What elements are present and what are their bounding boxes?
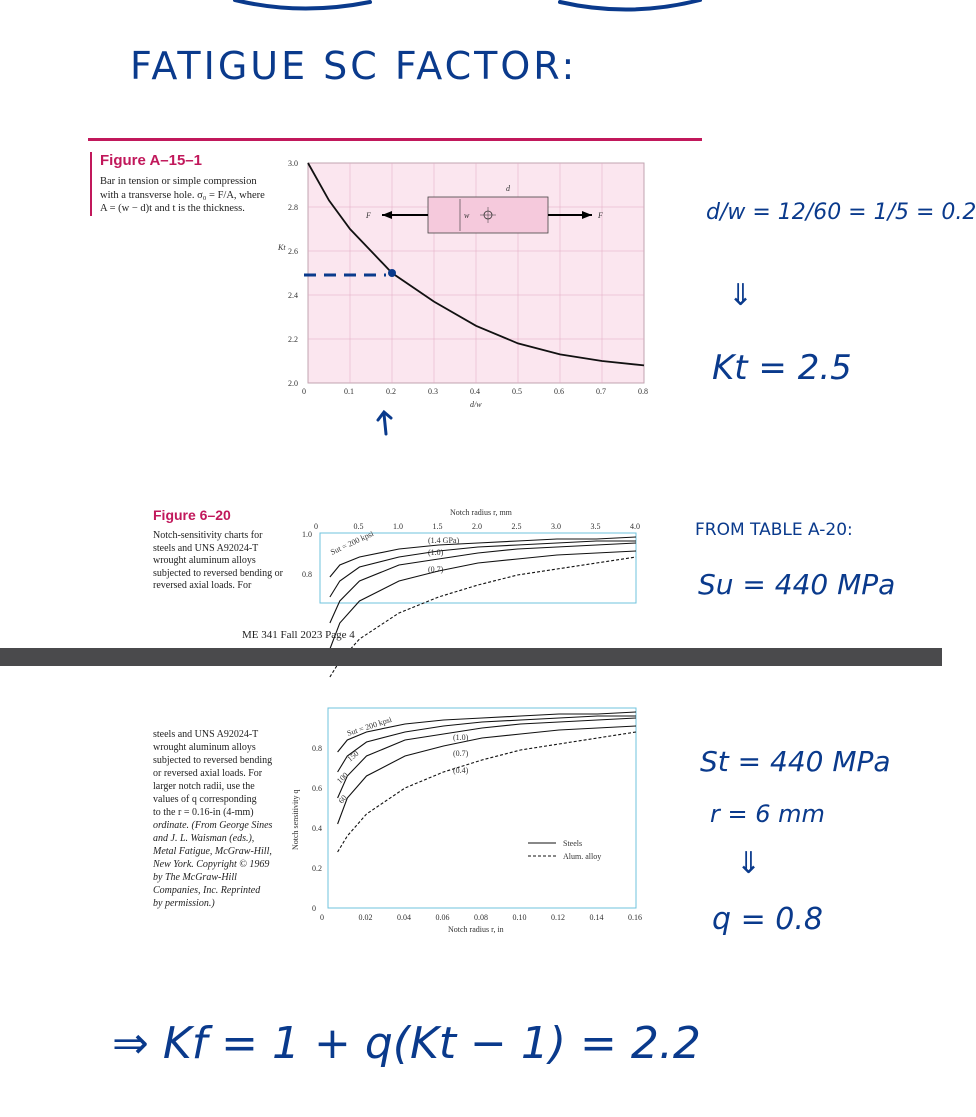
kt-x-axis-label: d/w <box>470 400 482 409</box>
legend-steels: Steels <box>563 839 583 848</box>
q-top-x-tick: 0.5 <box>353 522 364 531</box>
kt-y-tick: 2.4 <box>288 291 298 300</box>
figure-6-20-label: Figure 6–20 <box>153 507 231 523</box>
caption-line: New York. Copyright © 1969 <box>153 859 270 870</box>
q-curve-label-sut: Sut = 200 kpsi <box>329 528 376 557</box>
kt-y-tick: 2.8 <box>288 203 298 212</box>
kt-x-tick: 0.1 <box>344 387 354 396</box>
q-top-curve <box>330 541 636 597</box>
q-chart <box>288 700 648 940</box>
q-gpa-1-0: (1.0) <box>428 548 444 557</box>
kt-y-tick: 2.2 <box>288 335 298 344</box>
caption-line: values of q corresponding <box>153 794 257 805</box>
kt-x-tick: 0.2 <box>386 387 396 396</box>
note-table-ref: FROM TABLE A-20: <box>695 520 853 540</box>
q-x-axis-label: Notch radius r, in <box>448 925 504 934</box>
kt-x-tick: 0.4 <box>470 387 480 396</box>
caption-line: larger notch radii, use the <box>153 781 255 792</box>
q-y-tick: 0.8 <box>312 744 322 753</box>
q-gpa-label-0-4: (0.4) <box>453 766 469 775</box>
q-x-tick: 0.08 <box>474 913 488 922</box>
q-y-tick: 0.2 <box>312 864 322 873</box>
svg-text:1.0: 1.0 <box>302 530 312 539</box>
kt-x-tick: 0.7 <box>596 387 606 396</box>
note-su-1: Su = 440 MPa <box>698 568 896 601</box>
q-top-x-tick: 1.0 <box>393 522 403 531</box>
q-top-x-tick: 2.0 <box>472 522 482 531</box>
q-y-tick: 0 <box>312 904 316 913</box>
note-ratio: d/w = 12/60 = 1/5 = 0.2 <box>706 200 976 225</box>
q-x-tick: 0.14 <box>589 913 604 922</box>
caption-line: to the r = 0.16-in (4-mm) <box>153 807 254 818</box>
q-top-axis-label: Notch radius r, mm <box>450 508 512 517</box>
q-curve-label-150: 150 <box>345 748 361 764</box>
q-top-x-tick: 3.5 <box>590 522 601 531</box>
q-top-x-tick: 2.5 <box>511 522 522 531</box>
q-y-tick: 0.6 <box>312 784 322 793</box>
caption-line: subjected to reversed bending <box>153 755 273 766</box>
figure-a15-caption-block <box>90 152 270 216</box>
note-kt: Kt = 2.5 <box>712 348 852 388</box>
figure-6-20-caption-bottom <box>153 728 293 910</box>
q-top-curve <box>330 543 636 623</box>
caption-line: by The McGraw-Hill <box>153 872 237 883</box>
caption-line: and J. L. Waisman (eds.), <box>153 833 255 844</box>
kt-chart <box>270 155 670 410</box>
kt-y-tick: 2.6 <box>288 247 298 256</box>
q-x-tick: 0.02 <box>358 913 373 922</box>
q-chart-top-fragment <box>300 505 650 595</box>
q-gpa-label-1-0: (1.0) <box>453 733 469 742</box>
up-arrow-annotation <box>372 408 402 438</box>
caption-line: Metal Fatigue, McGraw-Hill, <box>153 846 272 857</box>
kt-x-tick: 0 <box>302 387 306 396</box>
figure-a15-label: Figure A–15–1 <box>100 152 202 169</box>
figure-a15-caption: Bar in tension or simple compression with a transverse hole. σ₀ = F/A, where A = (w − d)t and t is the thickness. <box>100 176 265 214</box>
kt-y-tick: 2.0 <box>288 379 298 388</box>
svg-text:0.8: 0.8 <box>302 570 312 579</box>
q-top-curve <box>330 551 636 649</box>
q-top-x-tick: 4.0 <box>630 522 640 531</box>
q-x-tick: 0.06 <box>435 913 450 922</box>
note-q: q = 0.8 <box>712 902 823 937</box>
kt-x-tick: 0.8 <box>638 387 648 396</box>
q-y-tick: 0.4 <box>312 824 322 833</box>
q-x-tick: 0.16 <box>628 913 642 922</box>
kt-point-marker <box>388 269 396 277</box>
page-separator <box>0 648 942 666</box>
caption-line: by permission.) <box>153 898 215 909</box>
q-curve <box>338 726 636 824</box>
q-x-tick: 0.04 <box>397 913 411 922</box>
handwritten-heading: FATIGUE SC FACTOR: <box>130 44 578 88</box>
width-w-label: w <box>464 211 470 220</box>
hole-d-label: d <box>506 184 510 193</box>
note-down-arrow-1: ⇓ <box>728 278 754 313</box>
note-down-arrow-2: ⇓ <box>736 846 762 881</box>
q-x-tick: 0.12 <box>551 913 565 922</box>
q-gpa-label-0-7: (0.7) <box>453 749 469 758</box>
caption-line: Companies, Inc. Reprinted <box>153 885 261 896</box>
q-x-tick: 0.10 <box>512 913 527 922</box>
note-r: r = 6 mm <box>710 800 825 828</box>
q-gpa-0-7: (0.7) <box>428 565 444 574</box>
kt-x-tick: 0.5 <box>512 387 522 396</box>
legend-alum: Alum. alloy <box>563 852 602 861</box>
caption-line: steels and UNS A92024-T <box>153 729 259 740</box>
force-left-label: F <box>366 211 371 220</box>
q-curve-label-60: 60 <box>336 793 349 806</box>
note-final-equation: ⇒ Kf = 1 + q(Kt − 1) = 2.2 <box>112 1018 701 1069</box>
q-top-curve <box>330 537 636 577</box>
caption-line: or reversed axial loads. For <box>153 768 263 779</box>
page-footer: ME 341 Fall 2023 Page 4 <box>242 629 355 641</box>
force-right-label: F <box>598 211 603 220</box>
q-legend <box>528 839 601 861</box>
kt-x-tick: 0.6 <box>554 387 564 396</box>
kt-y-tick: 3.0 <box>288 159 298 168</box>
q-top-x-tick: 0 <box>314 522 318 531</box>
kt-x-tick: 0.3 <box>428 387 438 396</box>
caption-line: ordinate. (From George Sines <box>153 820 273 831</box>
top-ink-scribble <box>0 0 942 20</box>
figure-6-20-caption-top: Notch-sensitivity charts for steels and UNS A92024-T wrought aluminum alloys subjected to reversed bending or reversed axial loads. For <box>153 530 283 591</box>
caption-line: wrought aluminum alloys <box>153 742 256 753</box>
q-y-axis-label: Notch sensitivity q <box>291 789 300 850</box>
q-top-x-tick: 3.0 <box>551 522 561 531</box>
kt-y-axis-label: Kt <box>278 243 286 252</box>
q-curve <box>338 718 636 798</box>
q-curve-label-100: 100 <box>335 770 350 786</box>
q-gpa-1-4: (1.4 GPa) <box>428 536 460 545</box>
figure-rule <box>88 138 702 141</box>
q-x-tick: 0 <box>320 913 324 922</box>
note-su-2: St = 440 MPa <box>700 745 891 778</box>
q-curve-label-sut-2: Sut = 200 kpsi <box>345 714 393 738</box>
q-top-x-tick: 1.5 <box>432 522 443 531</box>
